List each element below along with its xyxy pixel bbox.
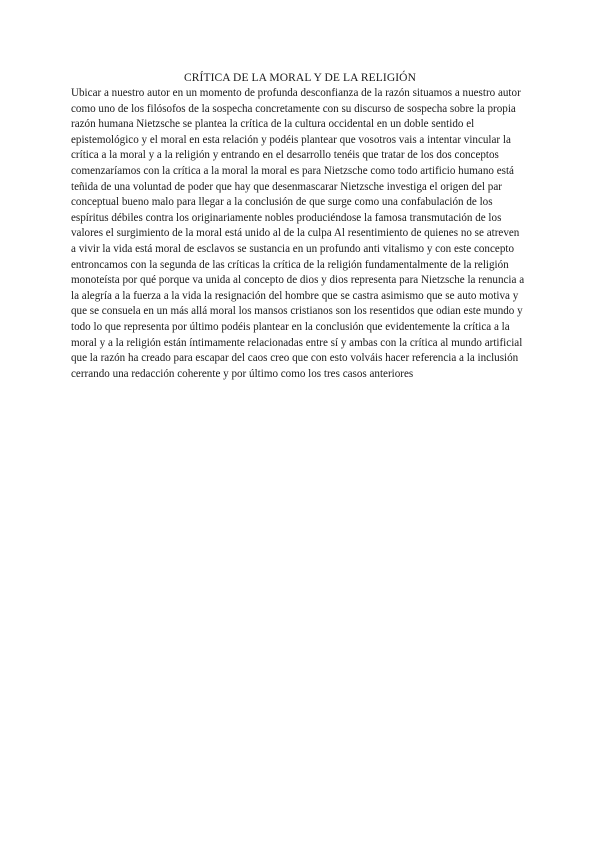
- body-line: que la razón ha creado para escapar del caos creo que con esto volváis hacer referencia a la inclusión: [71, 352, 519, 365]
- body-line: crítica a la moral y a la religión y entrando en el desarrollo tenéis que tratar de los dos conceptos: [71, 149, 499, 162]
- body-line: espíritus débiles contra los originariamente nobles produciéndose la famosa transmutación de los: [71, 211, 502, 224]
- body-line: conceptual bueno malo para llegar a la conclusión de que surge como una confabulación de los: [71, 196, 493, 209]
- body-line: entroncamos con la segunda de las críticas la crítica de la religión fundamentalmente de la religión: [71, 258, 509, 271]
- body-line: la alegría a la fuerza a la vida la resignación del hombre que se castra asimismo que se auto motiva y: [71, 289, 519, 302]
- body-line: Ubicar a nuestro autor en un momento de profunda desconfianza de la razón situamos a nuestro autor: [71, 87, 521, 99]
- body-line: razón humana Nietzsche se plantea la crítica de la cultura occidental en un doble sentido el: [71, 118, 475, 131]
- body-line: cerrando una redacción coherente y por último como los tres casos anteriores: [71, 367, 414, 380]
- document-title: CRÍTICA DE LA MORAL Y DE LA RELIGIÓN: [184, 72, 416, 84]
- body-line: como uno de los filósofos de la sospecha concretamente con su discurso de sospecha sobre la propia: [71, 102, 516, 115]
- document-body: [71, 86, 531, 382]
- body-line: monoteísta por qué porque va unida al concepto de dios y dios representa para Nietzsche la renuncia a: [71, 274, 525, 287]
- body-line: valores el surgimiento de la moral está unido al de la culpa Al resentimiento de quienes no se atreven: [71, 227, 520, 240]
- body-line: todo lo que representa por último podéis plantear en la conclusión que evidentemente la crítica a la: [71, 320, 510, 333]
- body-line: epistemológico y el moral en esta relación y podéis plantear que vosotros vais a intentar vincular la: [71, 133, 511, 146]
- body-line: que se consuela en un más allá moral los mansos cristianos son los resentidos que odian este mundo y: [71, 305, 523, 318]
- body-line: a vivir la vida está moral de esclavos se sustancia en un profundo anti vitalismo y con este concepto: [71, 242, 515, 255]
- body-line: teñida de una voluntad de poder que hay que desenmascarar Nietzsche investiga el origen del par: [71, 180, 502, 193]
- body-line: moral y a la religión están íntimamente relacionadas entre sí y ambas con la crítica al mundo artificial: [71, 336, 523, 349]
- body-line: comenzaríamos con la crítica a la moral la moral es para Nietzsche como todo artificio humano está: [71, 164, 514, 177]
